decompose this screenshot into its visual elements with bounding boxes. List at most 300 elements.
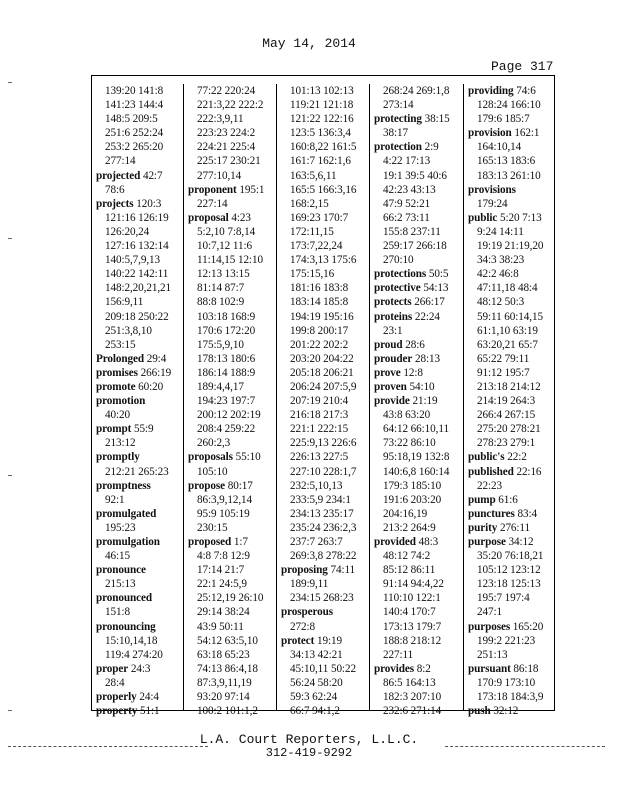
headword: proponent (188, 183, 237, 196)
headword: proposing (281, 564, 328, 577)
headword: proven (374, 380, 407, 393)
index-reference-line: 213:2 264:9 (383, 521, 436, 534)
index-reference-line: 194:19 195:16 (290, 310, 354, 323)
page-line-refs: 29:4 (144, 352, 167, 365)
index-reference-line: 148:5 209:5 (105, 113, 158, 126)
page-line-refs: 61:6 (495, 493, 518, 506)
index-reference-line: 168:2,15 (290, 197, 329, 210)
headword: proposed (188, 536, 232, 548)
index-headword-entry (92, 366, 183, 380)
index-reference-line: 214:19 264:3 (477, 395, 536, 408)
index-reference-line: 275:20 278:21 (477, 423, 541, 436)
headword: promulgation (96, 536, 160, 548)
index-reference-line: 74:13 86:4,18 (197, 662, 258, 675)
page-line-refs: 24:3 (128, 662, 151, 675)
index-reference-line: 95:18,19 132:8 (383, 451, 450, 464)
page-line-refs: 12:8 (400, 366, 423, 379)
page-line-refs: 22:24 (412, 310, 440, 323)
page-line-refs: 19:19 (314, 634, 342, 647)
page-line-refs: 42:7 (140, 169, 163, 182)
index-reference-line: 105:12 123:12 (477, 564, 541, 577)
index-headword-entry (92, 380, 183, 394)
headword: protect (281, 634, 315, 647)
index-headword-entry (92, 563, 183, 577)
headword: promotion (96, 395, 146, 408)
headword: pronounce (96, 564, 146, 577)
page-line-refs: 34:12 (505, 536, 534, 548)
page-line-refs: 22:16 (513, 465, 542, 478)
index-reference-line: 61:1,10 63:19 (477, 324, 538, 337)
page-line-refs: 55:10 (232, 451, 261, 464)
margin-mark (8, 475, 12, 476)
index-reference-line: 181:16 183:8 (290, 282, 349, 295)
index-reference-line: 183:14 185:8 (290, 296, 349, 309)
index-reference-line: 234:15 268:23 (290, 592, 354, 605)
index-reference-line: 25:12,19 26:10 (197, 592, 264, 605)
index-reference-line: 48:12 74:2 (383, 550, 431, 563)
index-reference-line: 237:7 263:7 (290, 536, 343, 548)
index-column-3 (277, 84, 370, 718)
index-reference-line: 223:23 224:2 (197, 127, 256, 140)
index-reference-line: 103:18 168:9 (197, 310, 256, 323)
index-headword-entry (277, 634, 369, 648)
court-reporter-name: L.A. Court Reporters, L.L.C. (199, 732, 419, 747)
headword: promulgated (96, 507, 157, 520)
index-reference-line: 43:8 63:20 (383, 409, 431, 422)
headword: proud (374, 338, 403, 351)
index-reference-line: 253:2 265:20 (105, 141, 164, 154)
page-line-refs: 5:20 7:13 (497, 211, 542, 224)
page-line-refs: 48:3 (415, 536, 439, 548)
index-reference-line: 172:11,15 (290, 225, 334, 238)
index-reference-line: 47:9 52:21 (383, 197, 431, 210)
index-reference-line: 209:18 250:22 (105, 310, 169, 323)
page-line-refs: 55:9 (131, 423, 154, 436)
index-reference-line: 34:13 42:21 (290, 648, 343, 661)
index-reference-line: 47:11,18 48:4 (477, 282, 538, 295)
index-reference-line: 155:8 237:11 (383, 225, 441, 238)
index-reference-line: 277:14 (105, 155, 136, 168)
index-headword-entry (92, 704, 183, 718)
index-reference-line: 141:23 144:4 (105, 99, 164, 112)
index-headword-entry (92, 690, 183, 704)
headword: provide (374, 395, 410, 408)
headword: promptness (96, 479, 151, 492)
headword: provided (374, 536, 416, 548)
headword: property (96, 705, 138, 718)
index-headword-entry (464, 535, 554, 549)
index-reference-line: 91:14 94:4,22 (383, 578, 444, 591)
index-reference-line: 86:5 164:13 (383, 676, 436, 689)
index-reference-line: 277:10,14 (197, 169, 242, 182)
index-reference-line: 221:1 222:15 (290, 423, 349, 436)
index-reference-line: 232:6 271:14 (383, 705, 442, 718)
page-line-refs: 86:18 (510, 662, 539, 675)
index-reference-line: 270:10 (383, 254, 414, 267)
index-reference-line: 42:2 46:8 (477, 268, 519, 281)
page-line-refs: 74:6 (513, 85, 536, 97)
index-reference-line: 22:1 24:5,9 (197, 578, 247, 591)
index-reference-line: 87:3,9,11,19 (197, 676, 252, 689)
index-reference-line: 110:10 122:1 (383, 592, 441, 605)
index-headword-entry (184, 479, 276, 493)
headword: public (468, 211, 498, 224)
index-reference-line: 161:7 162:1,6 (290, 155, 351, 168)
page-line-refs: 165:20 (510, 620, 544, 633)
index-headword-entry (370, 394, 463, 408)
headword: promote (96, 380, 136, 393)
index-reference-line: 195:23 (105, 521, 136, 534)
index-reference-line: 4:22 17:13 (383, 155, 431, 168)
headword: projected (96, 169, 141, 182)
headword: pronouncing (96, 620, 156, 633)
index-reference-line: 105:10 (197, 465, 228, 478)
index-reference-line: 226:13 227:5 (290, 451, 349, 464)
index-reference-line: 119:21 121:18 (290, 99, 354, 112)
headword: propose (188, 479, 226, 492)
index-headword-entry (370, 112, 463, 126)
index-reference-line: 227:11 (383, 648, 414, 661)
index-reference-line: 173:13 179:7 (383, 620, 442, 633)
index-reference-line: 259:17 266:18 (383, 240, 447, 253)
index-reference-line: 201:22 202:2 (290, 338, 349, 351)
page-line-refs: 162:1 (511, 127, 540, 140)
index-headword-entry (92, 352, 183, 366)
page-line-refs: 120:3 (133, 197, 162, 210)
index-headword-entry (92, 507, 183, 521)
footer-rule-right (445, 746, 605, 747)
index-reference-line: 204:16,19 (383, 507, 428, 520)
index-reference-line: 222:3,9,11 (197, 113, 244, 126)
headword: purpose (468, 536, 506, 548)
index-reference-line: 66:7 94:1,2 (290, 705, 340, 718)
index-headword-entry (184, 450, 276, 464)
page-line-refs: 54:10 (406, 380, 435, 393)
index-reference-line: 175:5,9,10 (197, 338, 244, 351)
index-reference-line: 278:23 279:1 (477, 437, 536, 450)
index-reference-line: 123:18 125:13 (477, 578, 541, 591)
index-headword-entry (370, 352, 463, 366)
index-reference-line: 140:6,8 160:14 (383, 465, 450, 478)
index-reference-line: 10:7,12 11:6 (197, 240, 252, 253)
index-column-1 (92, 84, 184, 718)
index-headword-entry (370, 140, 463, 154)
index-column-5 (464, 84, 554, 718)
index-reference-line: 251:13 (477, 648, 508, 661)
index-reference-line: 48:12 50:3 (477, 296, 525, 309)
index-headword-entry (464, 704, 554, 718)
headword: providing (468, 85, 514, 97)
index-reference-line: 163:5,6,11 (290, 169, 337, 182)
index-reference-line: 247:1 (477, 606, 502, 619)
index-reference-line: 173:18 184:3,9 (477, 691, 544, 704)
index-reference-line: 174:3,13 175:6 (290, 254, 357, 267)
index-reference-line: 195:7 197:4 (477, 592, 530, 605)
page-line-refs: 266:17 (411, 296, 445, 309)
index-reference-line: 95:9 105:19 (197, 507, 250, 520)
page-line-refs: 8:2 (414, 662, 431, 675)
index-headword-entry (464, 493, 554, 507)
page-line-refs: 266:19 (137, 366, 172, 379)
index-headword-entry (370, 267, 463, 281)
index-reference-line: 175:15,16 (290, 268, 335, 281)
index-headword-entry (464, 211, 554, 225)
index-reference-line: 179:3 185:10 (383, 479, 442, 492)
index-headword-entry (92, 422, 183, 436)
index-reference-line: 139:20 141:8 (105, 85, 164, 97)
index-reference-line: 140:4 170:7 (383, 606, 436, 619)
index-headword-entry (370, 366, 463, 380)
index-reference-line: 66:2 73:11 (383, 211, 430, 224)
index-reference-line: 225:9,13 226:6 (290, 437, 357, 450)
index-reference-line: 35:20 76:18,21 (477, 550, 544, 563)
index-reference-line: 221:3,22 222:2 (197, 99, 264, 112)
index-reference-line: 216:18 217:3 (290, 409, 349, 422)
page-line-refs: 4:23 (228, 211, 251, 224)
headword: proteins (374, 310, 413, 323)
headword: proper (96, 662, 129, 675)
page-line-refs: 54:13 (420, 282, 449, 295)
page-line-refs: 2:9 (421, 141, 439, 154)
page-line-refs: 276:11 (497, 521, 531, 534)
index-reference-line: 212:21 265:23 (105, 465, 169, 478)
page-line-refs: 32:12 (490, 705, 519, 718)
index-headword-entry (184, 211, 276, 225)
index-reference-line: 22:23 (477, 479, 502, 492)
index-reference-line: 160:8,22 161:5 (290, 141, 357, 154)
headword: provisions (468, 183, 516, 196)
court-reporter-phone: 312-419-9292 (265, 746, 353, 760)
index-reference-line: 178:13 180:6 (197, 352, 256, 365)
page-line-refs: 83:4 (514, 507, 537, 520)
page-number: Page 317 (491, 59, 554, 74)
margin-mark (8, 238, 12, 239)
margin-mark (8, 710, 12, 711)
index-reference-line: 121:22 122:16 (290, 113, 354, 126)
index-reference-line: 224:21 225:4 (197, 141, 256, 154)
index-headword-entry (464, 126, 554, 140)
index-reference-line: 11:14,15 12:10 (197, 254, 263, 267)
index-reference-line: 269:3,8 278:22 (290, 550, 357, 563)
headword: punctures (468, 507, 515, 520)
index-reference-line: 205:18 206:21 (290, 366, 354, 379)
transcript-date: May 14, 2014 (262, 36, 356, 51)
headword: promptly (96, 451, 140, 464)
index-reference-line: 86:3,9,12,14 (197, 493, 253, 506)
headword: pursuant (468, 662, 511, 675)
index-reference-line: 12:13 13:15 (197, 268, 250, 281)
headword: protections (374, 268, 427, 281)
page-line-refs: 24:4 (136, 691, 159, 704)
index-column-4 (370, 84, 464, 718)
index-reference-line: 63:20,21 65:7 (477, 338, 538, 351)
index-reference-line: 179:24 (477, 197, 508, 210)
headword: prompt (96, 423, 132, 436)
index-reference-line: 23:1 (383, 324, 403, 337)
index-headword-entry (370, 380, 463, 394)
headword: Prolonged (96, 352, 144, 365)
index-reference-line: 127:16 132:14 (105, 240, 169, 253)
index-reference-line: 191:6 203:20 (383, 493, 442, 506)
index-reference-line: 199:2 221:23 (477, 634, 536, 647)
page-line-refs: 21:19 (409, 395, 438, 408)
index-reference-line: 56:24 58:20 (290, 676, 343, 689)
index-headword-entry (464, 183, 554, 197)
index-reference-line: 170:9 173:10 (477, 676, 536, 689)
headword: proposal (188, 211, 229, 224)
index-headword-entry (370, 310, 463, 324)
index-reference-line: 199:8 200:17 (290, 324, 349, 337)
headword: protects (374, 296, 412, 309)
index-reference-line: 19:1 39:5 40:6 (383, 169, 447, 182)
index-reference-line: 151:8 (105, 606, 130, 619)
index-reference-line: 78:6 (105, 183, 125, 196)
index-headword-entry (184, 183, 276, 197)
page-line-refs: 28:6 (402, 338, 425, 351)
index-reference-line: 81:14 87:7 (197, 282, 245, 295)
index-headword-entry (464, 521, 554, 535)
index-headword-entry (370, 535, 463, 549)
headword: push (468, 705, 491, 718)
index-reference-line: 140:22 142:11 (105, 268, 169, 281)
index-reference-line: 235:24 236:2,3 (290, 521, 357, 534)
index-reference-line: 63:18 65:23 (197, 648, 250, 661)
index-reference-line: 230:15 (197, 521, 228, 534)
index-reference-line: 273:14 (383, 99, 414, 112)
index-reference-line: 169:23 170:7 (290, 211, 349, 224)
headword: pronounced (96, 592, 152, 605)
page-line-refs: 38:15 (421, 113, 450, 126)
index-headword-entry (92, 169, 183, 183)
index-reference-line: 126:20,24 (105, 225, 150, 238)
index-reference-line: 227:14 (197, 197, 228, 210)
index-reference-line: 77:22 220:24 (197, 85, 256, 97)
index-reference-line: 40:20 (105, 409, 130, 422)
index-headword-entry (277, 605, 369, 619)
page-line-refs: 28:13 (412, 352, 440, 365)
index-headword-entry (92, 394, 183, 408)
index-reference-line: 93:20 97:14 (197, 691, 250, 704)
index-reference-line: 173:7,22,24 (290, 240, 343, 253)
headword: public's (468, 451, 505, 464)
index-headword-entry (464, 662, 554, 676)
index-reference-line: 15:10,14,18 (105, 634, 158, 647)
index-reference-line: 73:22 86:10 (383, 437, 436, 450)
index-reference-line: 206:24 207:5,9 (290, 380, 357, 393)
index-reference-line: 272:8 (290, 620, 315, 633)
index-reference-line: 227:10 228:1,7 (290, 465, 357, 478)
index-headword-entry (370, 338, 463, 352)
index-reference-line: 5:2,10 7:8,14 (197, 225, 256, 238)
index-headword-entry (92, 620, 183, 634)
index-reference-line: 188:8 218:12 (383, 634, 442, 647)
index-reference-line: 207:19 210:4 (290, 395, 349, 408)
index-reference-line: 251:6 252:24 (105, 127, 164, 140)
index-reference-line: 28:4 (105, 676, 125, 689)
index-reference-line: 121:16 126:19 (105, 211, 169, 224)
index-reference-line: 46:15 (105, 550, 130, 563)
index-reference-line: 189:4,4,17 (197, 380, 244, 393)
index-reference-line: 260:2,3 (197, 437, 231, 450)
footer-rule-left (8, 746, 208, 747)
index-headword-entry (92, 591, 183, 605)
headword: pump (468, 493, 496, 506)
index-reference-line: 148:2,20,21,21 (105, 282, 172, 295)
index-headword-entry (92, 197, 183, 211)
index-reference-line: 19:19 21:19,20 (477, 240, 544, 253)
index-headword-entry (184, 535, 276, 549)
index-reference-line: 208:4 259:22 (197, 423, 256, 436)
headword: purposes (468, 620, 511, 633)
index-reference-line: 266:4 267:15 (477, 409, 536, 422)
index-headword-entry (92, 479, 183, 493)
headword: protecting (374, 113, 422, 126)
index-reference-line: 200:12 202:19 (197, 409, 261, 422)
index-reference-line: 59:3 62:24 (290, 691, 338, 704)
index-headword-entry (464, 507, 554, 521)
page-line-refs: 51:1 (137, 705, 160, 718)
page-line-refs: 60:20 (135, 380, 164, 393)
index-headword-entry (464, 465, 554, 479)
index-reference-line: 88:8 102:9 (197, 296, 245, 309)
index-reference-line: 233:5,9 234:1 (290, 493, 351, 506)
index-headword-entry (370, 662, 463, 676)
index-reference-line: 64:12 66:10,11 (383, 423, 449, 436)
index-reference-line: 4:8 7:8 12:9 (197, 550, 250, 563)
index-reference-line: 194:23 197:7 (197, 395, 256, 408)
margin-mark (8, 82, 12, 83)
index-headword-entry (370, 281, 463, 295)
headword: published (468, 465, 514, 478)
headword: projects (96, 197, 134, 210)
index-reference-line: 268:24 269:1,8 (383, 85, 450, 97)
index-headword-entry (370, 295, 463, 309)
index-reference-line: 234:13 235:17 (290, 507, 354, 520)
word-index-table (91, 75, 555, 718)
index-reference-line: 42:23 43:13 (383, 183, 436, 196)
index-reference-line: 9:24 14:11 (477, 225, 524, 238)
headword: prouder (374, 352, 413, 365)
index-reference-line: 123:5 136:3,4 (290, 127, 351, 140)
headword: purity (468, 521, 498, 534)
headword: promises (96, 366, 138, 379)
index-reference-line: 179:6 185:7 (477, 113, 530, 126)
index-reference-line: 128:24 166:10 (477, 99, 541, 112)
index-reference-line: 29:14 38:24 (197, 606, 250, 619)
index-headword-entry (92, 535, 183, 549)
headword: properly (96, 691, 137, 704)
headword: provision (468, 127, 512, 140)
index-column-2 (184, 84, 277, 718)
index-reference-line: 164:10,14 (477, 141, 522, 154)
index-headword-entry (92, 662, 183, 676)
index-reference-line: 251:3,8,10 (105, 324, 152, 337)
headword: prosperous (281, 606, 334, 619)
page-line-refs: 80:17 (225, 479, 253, 492)
headword: prove (374, 366, 401, 379)
index-headword-entry (464, 620, 554, 634)
index-reference-line: 225:17 230:21 (197, 155, 261, 168)
headword: provides (374, 662, 415, 675)
index-reference-line: 182:3 207:10 (383, 691, 442, 704)
index-reference-line: 189:9,11 (290, 578, 329, 591)
index-reference-line: 43:9 50:11 (197, 620, 244, 633)
index-reference-line: 232:5,10,13 (290, 479, 343, 492)
index-reference-line: 101:13 102:13 (290, 85, 354, 97)
index-headword-entry (464, 450, 554, 464)
index-reference-line: 119:4 274:20 (105, 648, 163, 661)
index-reference-line: 100:2 101:1,2 (197, 705, 258, 718)
